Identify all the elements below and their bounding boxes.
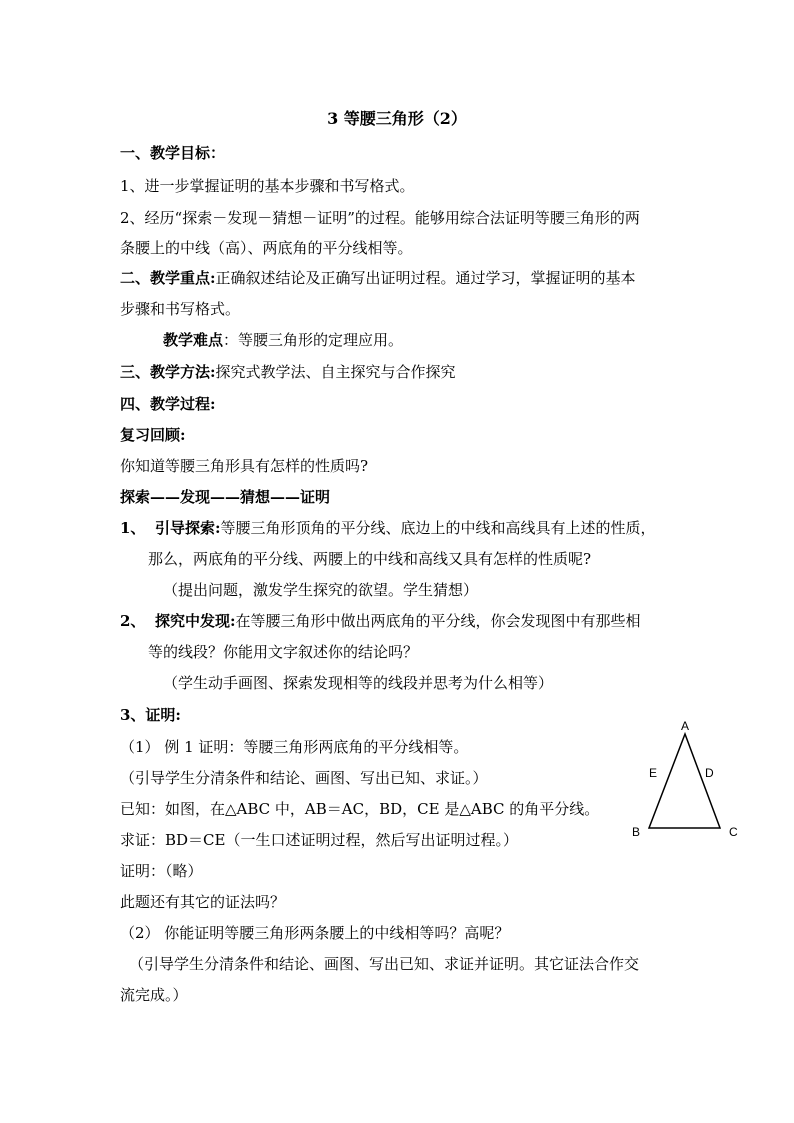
page-title: 3 等腰三角形（2） bbox=[327, 109, 467, 128]
step-2-heading: 探究中发现: bbox=[154, 612, 236, 630]
step-1-text-b: 那么，两底角的平分线、两腰上的中线和高线又具有怎样的性质呢? bbox=[148, 550, 592, 568]
prove-statement: 求证：BD＝CE（一生口述证明过程，然后写出证明过程。） bbox=[120, 831, 518, 849]
triangle-figure bbox=[620, 712, 750, 842]
step-2-text-a: 在等腰三角形中做出两底角的平分线，你会发现图中有那些相 bbox=[235, 612, 641, 630]
goal-item-1: 1、进一步掌握证明的基本步骤和书写格式。 bbox=[120, 177, 415, 195]
step-3-heading: 3、证明: bbox=[120, 706, 181, 724]
difficulty-heading: 教学难点 bbox=[163, 331, 224, 349]
step-2-text-b: 等的线段？你能用文字叙述你的结论吗？ bbox=[148, 643, 419, 661]
key-points-heading: 二、教学重点: bbox=[120, 269, 216, 287]
process-heading: 四、教学过程: bbox=[120, 395, 216, 413]
vertex-label-a: A bbox=[681, 719, 690, 733]
example-1: （1） 例 1 证明：等腰三角形两底角的平分线相等。 bbox=[120, 738, 469, 756]
vertex-label-c: C bbox=[729, 825, 738, 839]
difficulty-line bbox=[163, 330, 403, 350]
step-1-line-a bbox=[120, 518, 656, 538]
methods-line bbox=[120, 362, 456, 382]
step-2-number: 2、 bbox=[120, 612, 146, 630]
explore-heading: 探索——发现——猜想——证明 bbox=[120, 488, 331, 506]
goal-item-2b: 条腰上的中线（高）、两底角的平分线相等。 bbox=[120, 239, 413, 257]
other-methods-question: 此题还有其它的证法吗？ bbox=[120, 893, 286, 911]
difficulty-text: ：等腰三角形的定理应用。 bbox=[223, 331, 404, 349]
step-2-line-a bbox=[120, 611, 641, 631]
example-2-note-b: 流完成。） bbox=[120, 986, 188, 1004]
key-points-text-a: 正确叙述结论及正确写出证明过程。通过学习，掌握证明的基本 bbox=[215, 269, 636, 287]
key-points-text-b: 步骤和书写格式。 bbox=[120, 300, 241, 318]
step-1-number: 1、 bbox=[120, 519, 146, 537]
triangle-abc bbox=[649, 734, 720, 828]
vertex-label-b: B bbox=[632, 825, 641, 839]
example-1-note: （引导学生分清条件和结论、画图、写出已知、求证。） bbox=[120, 769, 488, 787]
key-points-line-a bbox=[120, 268, 636, 288]
methods-text: 探究式教学法、自主探究与合作探究 bbox=[215, 363, 456, 381]
given-statement: 已知：如图，在△ABC 中，AB＝AC，BD，CE 是△ABC 的角平分线。 bbox=[120, 800, 600, 818]
goals-heading: 一、教学目标： bbox=[120, 144, 226, 162]
methods-heading: 三、教学方法: bbox=[120, 363, 216, 381]
example-2: （2） 你能证明等腰三角形两条腰上的中线相等吗？高呢？ bbox=[120, 924, 510, 942]
step-1-note: （提出问题，激发学生探究的欲望。学生猜想） bbox=[163, 581, 479, 599]
review-heading: 复习回顾: bbox=[120, 426, 186, 444]
step-1-heading: 引导探索: bbox=[154, 519, 221, 537]
goal-item-2a: 2、经历“探索－发现－猜想－证明”的过程。能够用综合法证明等腰三角形的两 bbox=[120, 209, 640, 227]
example-2-note-a: （引导学生分清条件和结论、画图、写出已知、求证并证明。其它证法合作交 bbox=[129, 955, 640, 973]
point-label-e: E bbox=[649, 766, 658, 780]
step-1-text-a: 等腰三角形顶角的平分线、底边上的中线和高线具有上述的性质， bbox=[220, 519, 656, 537]
review-question: 你知道等腰三角形具有怎样的性质吗? bbox=[120, 457, 369, 475]
point-label-d: D bbox=[705, 766, 714, 780]
proof-statement: 证明：（略） bbox=[120, 862, 203, 880]
step-2-note: （学生动手画图、探索发现相等的线段并思考为什么相等） bbox=[163, 674, 554, 692]
